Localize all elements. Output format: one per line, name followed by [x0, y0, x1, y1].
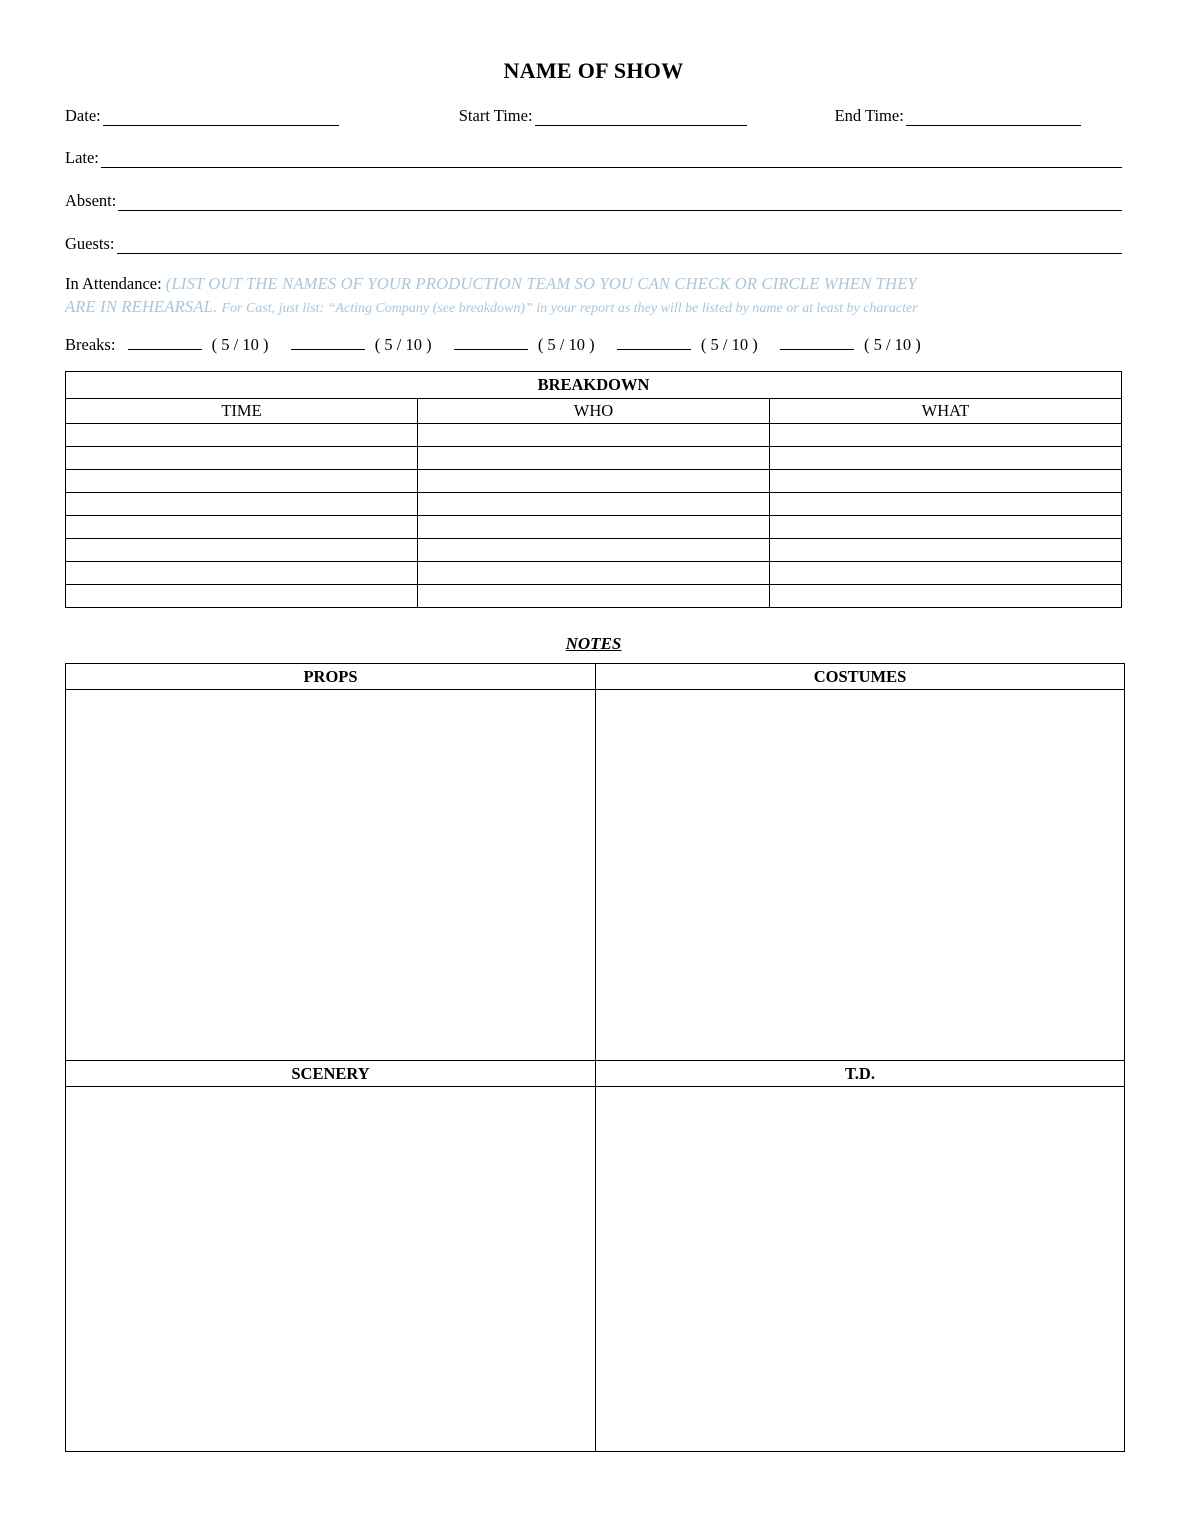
cell-what[interactable]	[770, 562, 1122, 585]
breakdown-title: BREAKDOWN	[66, 372, 1122, 399]
in-attendance-note-line3: For Cast, just list: “Acting Company (see breakdown)” in your report as they will be listed by name or at least by character	[221, 301, 918, 317]
table-row[interactable]	[66, 585, 1122, 608]
breakdown-table	[65, 371, 1122, 608]
cell-what[interactable]	[770, 424, 1122, 447]
cell-what[interactable]	[770, 493, 1122, 516]
cell-who[interactable]	[418, 493, 770, 516]
cell-who[interactable]	[418, 447, 770, 470]
breakdown-col-time: TIME	[66, 399, 418, 424]
cell-what[interactable]	[770, 447, 1122, 470]
notes-heading-td: T.D.	[596, 1061, 1125, 1087]
break-option-4[interactable]: ( 5 / 10 )	[700, 335, 758, 355]
cell-who[interactable]	[418, 562, 770, 585]
date-input[interactable]	[103, 111, 339, 126]
end-time-input[interactable]	[906, 111, 1081, 126]
absent-label: Absent:	[65, 191, 117, 210]
breaks-row	[65, 335, 1122, 355]
absent-row	[65, 191, 1122, 211]
in-attendance-note-line1: (LIST OUT THE NAMES OF YOUR PRODUCTION TEAM SO YOU CAN CHECK OR CIRCLE WHEN THEY	[165, 274, 917, 293]
cell-time[interactable]	[66, 562, 418, 585]
table-row[interactable]	[66, 447, 1122, 470]
start-time-label: Start Time:	[458, 106, 533, 125]
break-input-2[interactable]	[291, 336, 365, 350]
break-option-2[interactable]: ( 5 / 10 )	[374, 335, 432, 355]
end-time-label: End Time:	[834, 106, 904, 125]
late-label: Late:	[65, 148, 99, 167]
page-title: NAME OF SHOW	[503, 58, 684, 83]
cell-what[interactable]	[770, 516, 1122, 539]
cell-who[interactable]	[418, 516, 770, 539]
notes-body-row-bottom	[66, 1087, 1125, 1452]
table-row[interactable]	[66, 562, 1122, 585]
notes-title: NOTES	[565, 634, 622, 654]
break-input-4[interactable]	[617, 336, 691, 350]
cell-who[interactable]	[418, 539, 770, 562]
table-row[interactable]	[66, 493, 1122, 516]
breakdown-col-who: WHO	[418, 399, 770, 424]
guests-row	[65, 234, 1122, 254]
cell-who[interactable]	[418, 585, 770, 608]
in-attendance-block	[65, 273, 1122, 319]
cell-time[interactable]	[66, 539, 418, 562]
cell-who[interactable]	[418, 470, 770, 493]
notes-heading-costumes: COSTUMES	[596, 664, 1125, 690]
notes-heading-props: PROPS	[66, 664, 596, 690]
notes-table	[65, 663, 1125, 1452]
cell-what[interactable]	[770, 585, 1122, 608]
notes-box-scenery[interactable]	[66, 1087, 596, 1452]
cell-what[interactable]	[770, 539, 1122, 562]
cell-who[interactable]	[418, 424, 770, 447]
cell-time[interactable]	[66, 493, 418, 516]
late-row	[65, 148, 1122, 168]
table-row[interactable]	[66, 516, 1122, 539]
page-content	[65, 58, 1122, 1452]
notes-box-props[interactable]	[66, 690, 596, 1061]
breakdown-col-what: WHAT	[770, 399, 1122, 424]
breakdown-title-row	[66, 372, 1122, 399]
cell-time[interactable]	[66, 447, 418, 470]
in-attendance-label: In Attendance:	[65, 274, 162, 293]
in-attendance-note-line2: ARE IN REHEARSAL.	[65, 297, 218, 317]
table-row[interactable]	[66, 424, 1122, 447]
guests-label: Guests:	[65, 234, 115, 253]
cell-time[interactable]	[66, 585, 418, 608]
cell-time[interactable]	[66, 470, 418, 493]
break-input-1[interactable]	[128, 336, 202, 350]
late-input[interactable]	[101, 153, 1122, 168]
notes-heading-scenery: SCENERY	[66, 1061, 596, 1087]
start-time-input[interactable]	[535, 111, 747, 126]
absent-input[interactable]	[118, 196, 1122, 211]
cell-time[interactable]	[66, 516, 418, 539]
break-option-5[interactable]: ( 5 / 10 )	[863, 335, 921, 355]
date-label: Date:	[65, 106, 101, 125]
notes-header-row-bottom	[66, 1061, 1125, 1087]
break-option-1[interactable]: ( 5 / 10 )	[211, 335, 269, 355]
break-input-3[interactable]	[454, 336, 528, 350]
breakdown-header-row	[66, 399, 1122, 424]
notes-header-row-top	[66, 664, 1125, 690]
guests-input[interactable]	[117, 239, 1123, 254]
cell-what[interactable]	[770, 470, 1122, 493]
break-input-5[interactable]	[780, 336, 854, 350]
notes-box-td[interactable]	[596, 1087, 1125, 1452]
break-option-3[interactable]: ( 5 / 10 )	[537, 335, 595, 355]
cell-time[interactable]	[66, 424, 418, 447]
notes-body-row-top	[66, 690, 1125, 1061]
breaks-label: Breaks:	[65, 335, 116, 355]
table-row[interactable]	[66, 470, 1122, 493]
table-row[interactable]	[66, 539, 1122, 562]
notes-box-costumes[interactable]	[596, 690, 1125, 1061]
date-time-row	[65, 106, 1122, 126]
